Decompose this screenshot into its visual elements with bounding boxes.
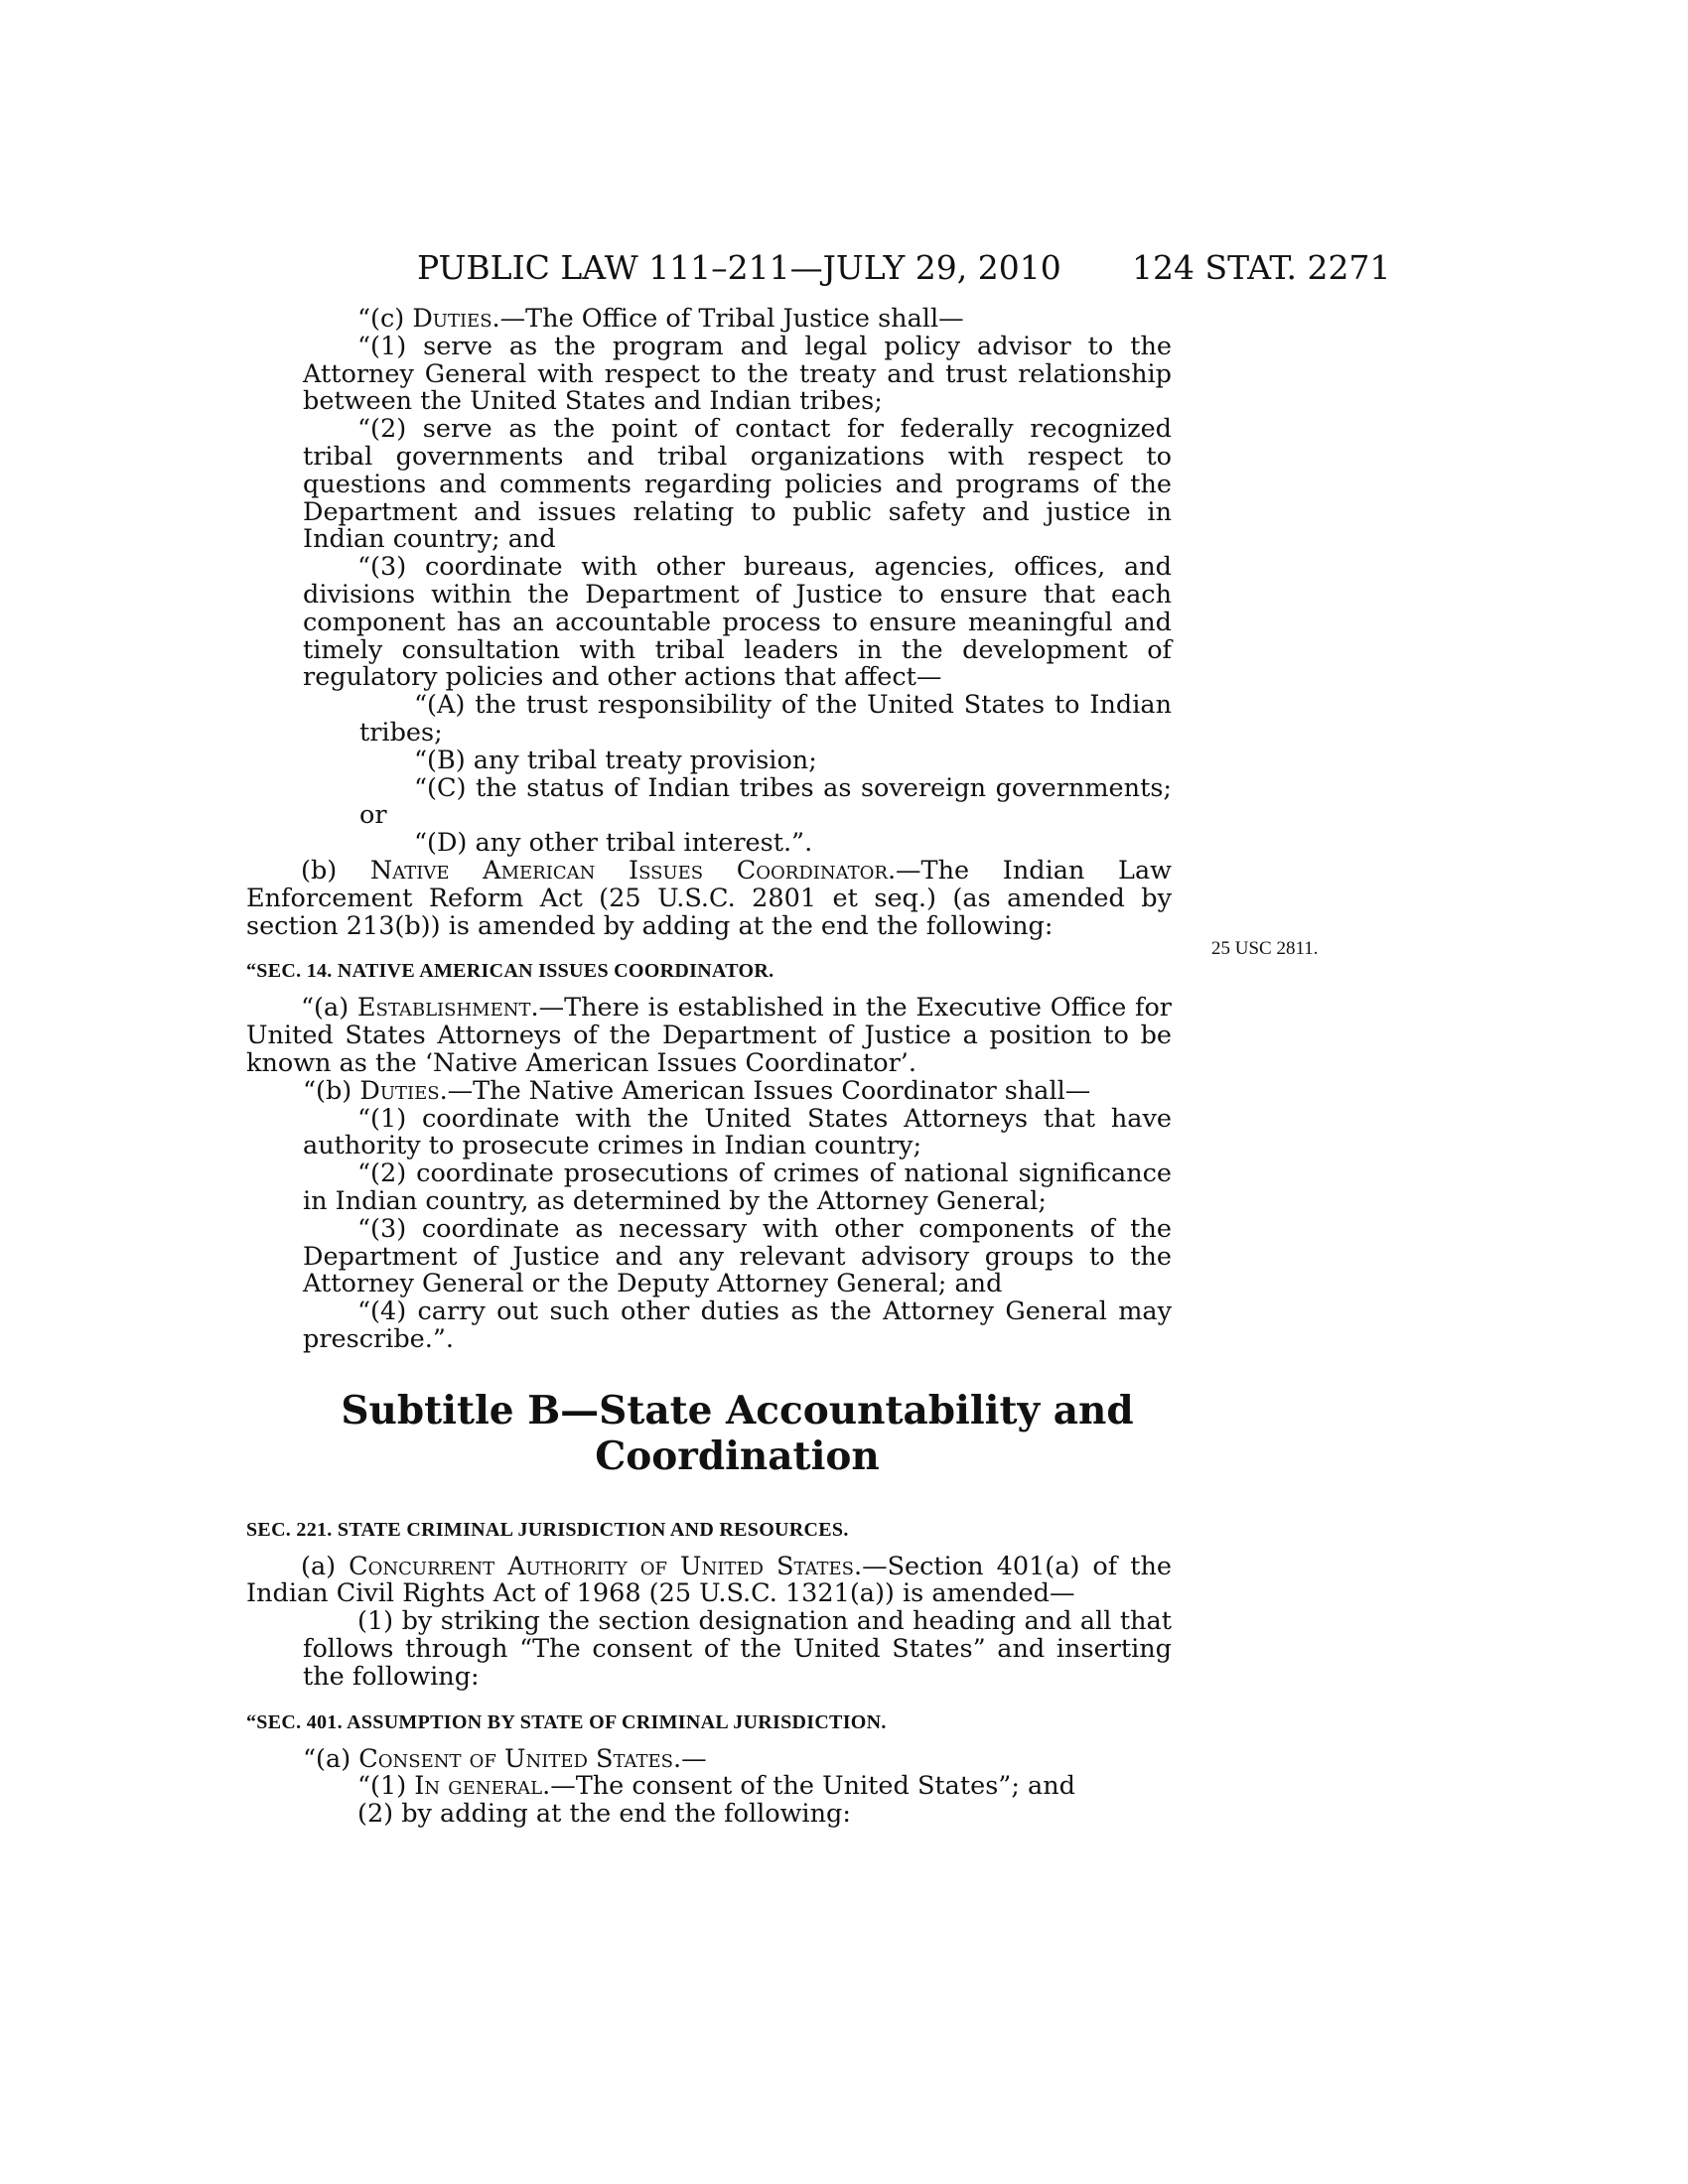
body-text	[246, 304, 1173, 1830]
paragraph-amend-1: (1) by striking the section designation and heading and all that follows through “The consent of the United States” and inserting the following:	[303, 1606, 1172, 1692]
subtitle-heading: Subtitle B—State Accountability and Coordination	[341, 1387, 1134, 1479]
paragraph-cC: “(C) the status of Indian tribes as sovereign governments; or	[359, 772, 1172, 831]
paragraph-b3: “(3) coordinate as necessary with other components of the Department of Justice and any relevant advisory groups to the Attorney General or the Deputy Attorney General; and	[303, 1213, 1172, 1299]
paragraph-b1: “(1) coordinate with the United States Attorneys that have authority to prosecute crimes in Indian country;	[303, 1103, 1172, 1161]
paragraph-cD: “(D) any other tribal interest.”.	[414, 828, 813, 859]
margin-citation: 25 USC 2811.	[1211, 938, 1319, 959]
paragraph-b4: “(4) carry out such other duties as the Attorney General may prescribe.”.	[303, 1297, 1172, 1354]
paragraph-c-duties: “(c) Duties.—The Office of Tribal Justice shall—	[357, 304, 964, 334]
paragraph-c1: “(1) serve as the program and legal policy advisor to the Attorney General with respect to the treaty and trust relationship between the United States and Indian tribes;	[303, 331, 1172, 417]
paragraph-consent: “(a) Consent of United States.—	[303, 1743, 707, 1774]
paragraph-c3: “(3) coordinate with other bureaus, agencies, offices, and divisions within the Department of Justice to ensure that each component has an accountable process to ensure meaningful and timely consultation with tribal leaders in the development of regulatory policies and other actions that affect—	[303, 552, 1172, 693]
running-header-right: 124 STAT. 2271	[1132, 248, 1391, 287]
section-heading-221: SEC. 221. STATE CRIMINAL JURISDICTION AND RESOURCES.	[246, 1518, 849, 1541]
paragraph-b-coordinator: (b) Native American Issues Coordinator.—The Indian Law Enforcement Reform Act (25 U.S.C. 2801 et seq.) (as amended by section 213(b)) is amended by adding at the end the following:	[246, 855, 1173, 941]
paragraph-c2: “(2) serve as the point of contact for federally recognized tribal governments and tribal organizations with respect to questions and comments regarding policies and programs of the Department and issues relating to public safety and justice in Indian country; and	[303, 414, 1172, 555]
paragraph-a-establishment: “(a) Establishment.—There is established in the Executive Office for United States Attorneys of the Department of Justice a position to be known as the ‘Native American Issues Coordinator’.	[246, 993, 1172, 1078]
section-heading-401: “SEC. 401. ASSUMPTION BY STATE OF CRIMINAL JURISDICTION.	[246, 1710, 887, 1733]
section-heading-14: “SEC. 14. NATIVE AMERICAN ISSUES COORDINATOR.	[246, 960, 774, 983]
paragraph-cB: “(B) any tribal treaty provision;	[414, 745, 817, 775]
paragraph-b-duties: “(b) Duties.—The Native American Issues Coordinator shall—	[303, 1075, 1091, 1106]
paragraph-b2: “(2) coordinate prosecutions of crimes of national significance in Indian country, as determined by the Attorney General;	[303, 1159, 1172, 1216]
paragraph-concurrent-authority: (a) Concurrent Authority of United States.—Section 401(a) of the Indian Civil Rights Act of 1968 (25 U.S.C. 1321(a)) is amended—	[246, 1551, 1172, 1609]
paragraph-amend-2: (2) by adding at the end the following:	[357, 1799, 851, 1830]
running-header-left: PUBLIC LAW 111–211—JULY 29, 2010	[417, 248, 1061, 287]
paragraph-in-general: “(1) In general.—The consent of the United States”; and	[357, 1771, 1075, 1802]
paragraph-cA: “(A) the trust responsibility of the United States to Indian tribes;	[359, 690, 1172, 748]
